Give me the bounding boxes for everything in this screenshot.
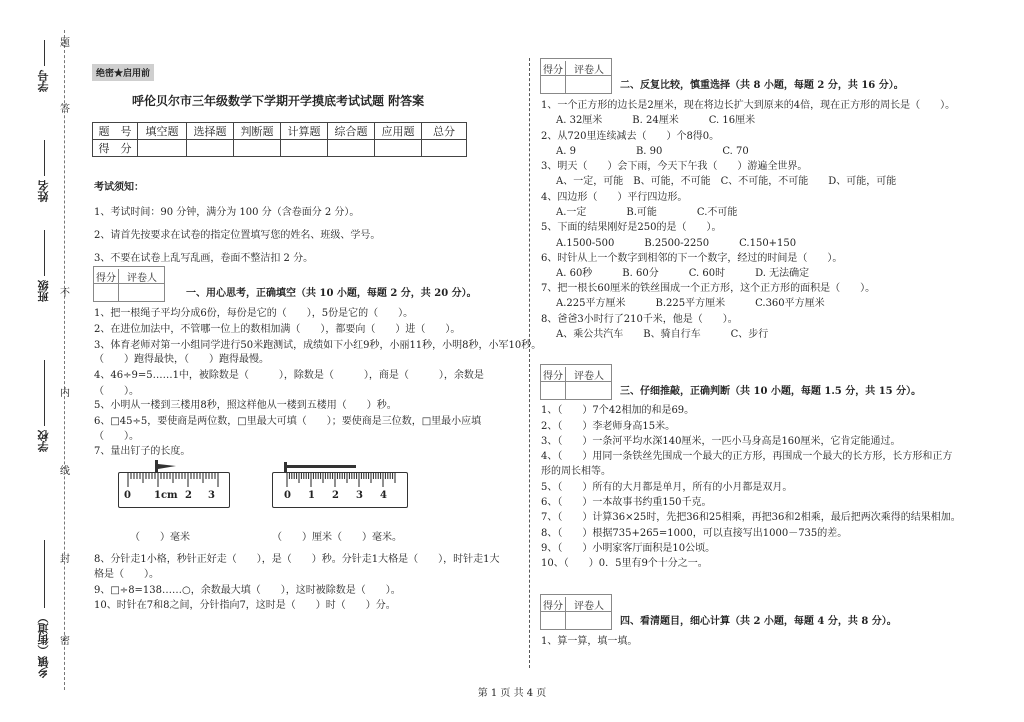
grader-box: [93, 266, 165, 302]
question-line: 2、从720里连续减去（ ）个8得0。: [541, 131, 720, 142]
grader-box: [540, 58, 612, 94]
nail-icon: [118, 460, 228, 476]
score-cell: 填空题: [138, 123, 187, 140]
grader-box: [540, 364, 612, 400]
question-line: 4、（ ）用同一条铁丝先围成一个最大的正方形，再围成一个最大的长方形，长方形和正方: [541, 451, 953, 462]
question-line: 7、把一根长60厘米的铁丝围成一个正方形，这个正方形的面积是（ ）。: [541, 283, 876, 294]
notice-heading: 考试须知：: [94, 182, 144, 193]
score-cell: 计算题: [281, 123, 328, 140]
binding-label-name: 姓名: [37, 180, 50, 202]
score-input-cell[interactable]: [281, 140, 328, 157]
binding-label-student-id: 学号: [37, 70, 50, 92]
ruler-tick-label: 1cm: [154, 490, 178, 501]
question-line: 1、算一算，填一填。: [541, 636, 638, 647]
section1-heading: 一、用心思考，正确填空（共 10 小题，每题 2 分，共 20 分）。: [186, 288, 477, 299]
choice-line: A.225平方厘米 B.225平方厘米 C.360平方厘米: [556, 298, 825, 309]
question-line: 8、（ ）根据735+265=1000，可以直接写出1000－735的差。: [541, 528, 848, 539]
binding-label-school: 学校: [37, 430, 50, 452]
question-line: 6、□45÷5，要使商是两位数，□里最大可填（ ）；要使商是三位数，□里最小应填: [94, 416, 482, 427]
choice-line: A. 60秒 B. 60分 C. 60时 D. 无法确定: [556, 268, 810, 279]
binding-line: [44, 540, 45, 608]
binding-dashed-line: [64, 30, 65, 690]
grader-reviewer-label: 评卷人: [118, 269, 165, 283]
grader-score-label: 得分: [543, 65, 563, 76]
grader-reviewer-label: 评卷人: [565, 597, 612, 611]
binding-margin: [0, 0, 78, 722]
confidential-badge: 绝密★启用前: [92, 64, 154, 81]
section3-heading: 三、仔细推敲，正确判断（共 10 小题，每题 1.5 分，共 15 分）。: [620, 386, 922, 397]
ruler-tick-label: 0: [284, 490, 291, 501]
score-input-cell[interactable]: [234, 140, 281, 157]
grader-reviewer-label: 评卷人: [565, 61, 612, 75]
ruler-tick-label: 3: [356, 490, 363, 501]
notice-item: 3、不要在试卷上乱写乱画，卷面不整洁扣 2 分。: [94, 253, 314, 264]
question-line: 格是（ ）。: [94, 569, 159, 580]
binding-char: 线: [60, 466, 70, 477]
column-divider: [529, 58, 530, 668]
binding-char: 题: [60, 38, 70, 49]
ruler-tick-label: 3: [208, 490, 215, 501]
ruler-tick-label: 1: [308, 490, 315, 501]
ruler-tick-label: 2: [332, 490, 339, 501]
question-line: 9、（ ）小明家客厅面积是10公顷。: [541, 543, 716, 554]
question-line: 8、分针走1小格，秒针正好走（ ），是（ ）秒。分针走1大格是（ ），时针走1大: [94, 554, 500, 565]
question-line: 3、明天（ ）会下雨，今天下午我（ ）游遍全世界。: [541, 161, 808, 172]
binding-char: 封: [60, 554, 70, 565]
ruler-tick-label: 2: [185, 490, 192, 501]
question-line: 7、（ ）计算36×25时，先把36和25相乘，再把36和2相乘，最后把两次乘得的结果相加。: [541, 512, 961, 523]
question-line: 2、在进位加法中，不管哪一位上的数相加满（ ），都要向（ ）进（ ）。: [94, 324, 461, 335]
grader-score-label: 得分: [543, 371, 563, 382]
binding-line: [44, 40, 45, 66]
choice-line: A.1500-500 B.2500-2250 C.150+150: [556, 238, 797, 249]
question-line: 7、量出钉子的长度。: [94, 446, 191, 457]
score-cell: 判断题: [234, 123, 281, 140]
grader-reviewer-label: 评卷人: [565, 367, 612, 381]
question-line: 1、把一根绳子平均分成6份，每份是它的（ ），5份是它的（ ）。: [94, 308, 414, 319]
exam-title: 呼伦贝尔市三年级数学下学期开学摸底考试试题 附答案: [132, 94, 425, 108]
score-input-cell[interactable]: [328, 140, 375, 157]
question-line: 形的周长相等。: [541, 466, 611, 477]
binding-char: 不: [60, 288, 70, 299]
ruler-tick-label: 0: [124, 490, 131, 501]
score-input-cell[interactable]: [375, 140, 422, 157]
question-line: 4、46÷9=5……1中，被除数是（ ），除数是（ ），商是（ ），余数是: [94, 370, 484, 381]
nail-icon: [272, 460, 406, 476]
ruler-tick-label: 4: [380, 490, 387, 501]
question-line: 9、□÷8=138……○，余数最大填（ ），这时被除数是（ ）。: [94, 585, 401, 596]
question-line: 2、（ ）李老师身高15米。: [541, 421, 676, 432]
question-line: 5、（ ）所有的大月都是单月，所有的小月都是双月。: [541, 482, 793, 493]
question-line: 10、时针在7和8之间，分针指向7，这时是（ ）时（ ）分。: [94, 600, 396, 611]
ruler1-answer: （ ）毫米: [130, 532, 190, 543]
grader-score-label: 得分: [96, 273, 116, 284]
question-line: 1、（ ）7个42相加的和是69。: [541, 405, 695, 416]
score-table-header-row: [93, 123, 467, 140]
grader-score-label: 得分: [543, 601, 563, 612]
question-line: 1、一个正方形的边长是2厘米，现在将边长扩大到原来的4倍，现在正方形的周长是（ ）。: [541, 100, 956, 111]
question-line: （ ）。: [94, 386, 139, 397]
question-line: 3、体育老师对第一小组同学进行50米跑测试，成绩如下小红9秒，小丽11秒，小明8秒，小军10秒。: [94, 340, 542, 351]
page-footer: 第 1 页 共 4 页: [477, 688, 547, 699]
score-input-cell[interactable]: [422, 140, 467, 157]
binding-label-township: 乡镇（街道）: [37, 612, 50, 678]
section4-heading: 四、看清题目，细心计算（共 2 小题，每题 4 分，共 8 分）。: [620, 616, 897, 627]
question-line: 5、小明从一楼到三楼用8秒，照这样他从一楼到五楼用（ ）秒。: [94, 400, 397, 411]
section2-heading: 二、反复比较，慎重选择（共 8 小题，每题 2 分，共 16 分）。: [620, 80, 904, 91]
grader-box: [540, 594, 612, 630]
question-line: 10、（ ）0．5里有9个十分之一。: [541, 558, 708, 569]
choice-line: A、一定，可能 B、可能，不可能 C、不可能，不可能 D、可能，可能: [556, 176, 897, 187]
ruler2-answer: （ ）厘米（ ）毫米。: [272, 532, 402, 543]
score-cell: 总分: [422, 123, 467, 140]
question-line: 3、（ ）一条河平均水深140厘米，一匹小马身高是160厘米，它肯定能通过。: [541, 436, 901, 447]
ruler-figure-1: [118, 462, 228, 506]
score-cell: 应用题: [375, 123, 422, 140]
binding-char: 答: [60, 104, 70, 115]
question-line: 6、（ ）一本故事书约重150千克。: [541, 497, 712, 508]
choice-line: A. 32厘米 B. 24厘米 C. 16厘米: [556, 115, 756, 126]
choice-line: A、乘公共汽车 B、骑自行车 C、步行: [556, 329, 769, 340]
score-cell: 综合题: [328, 123, 375, 140]
choice-line: A. 9 B. 90 C. 70: [556, 146, 749, 157]
score-table: [92, 122, 467, 157]
ruler-figure-2: [272, 462, 406, 506]
score-input-cell[interactable]: [187, 140, 234, 157]
score-cell: 选择题: [187, 123, 234, 140]
binding-char: 密: [60, 636, 70, 647]
score-cell: 题 号: [93, 123, 138, 140]
question-line: 6、时针从上一个数字到相邻的下一个数字，经过的时间是（ ）。: [541, 253, 843, 264]
question-line: （ ）。: [94, 431, 139, 442]
binding-label-class: 班级: [37, 280, 50, 302]
question-line: 4、四边形（ ）平行四边形。: [541, 192, 688, 203]
binding-line: [44, 140, 45, 176]
score-cell: 得 分: [93, 140, 138, 157]
choice-line: A.一定 B.可能 C.不可能: [556, 207, 738, 218]
notice-item: 1、考试时间：90 分钟，满分为 100 分（含卷面分 2 分）。: [94, 207, 360, 218]
question-line: 8、爸爸3小时行了210千米，他是（ ）。: [541, 314, 738, 325]
question-line: 5、下面的结果刚好是250的是（ ）。: [541, 222, 722, 233]
notice-item: 2、请首先按要求在试卷的指定位置填写您的姓名、班级、学号。: [94, 230, 381, 241]
binding-line: [44, 230, 45, 276]
binding-char: 内: [60, 388, 70, 399]
question-line: （ ）跑得最快，（ ）跑得最慢。: [94, 354, 269, 365]
score-table-score-row: [93, 140, 467, 157]
score-input-cell[interactable]: [138, 140, 187, 157]
binding-line: [44, 360, 45, 426]
ruler-body: [272, 472, 408, 508]
